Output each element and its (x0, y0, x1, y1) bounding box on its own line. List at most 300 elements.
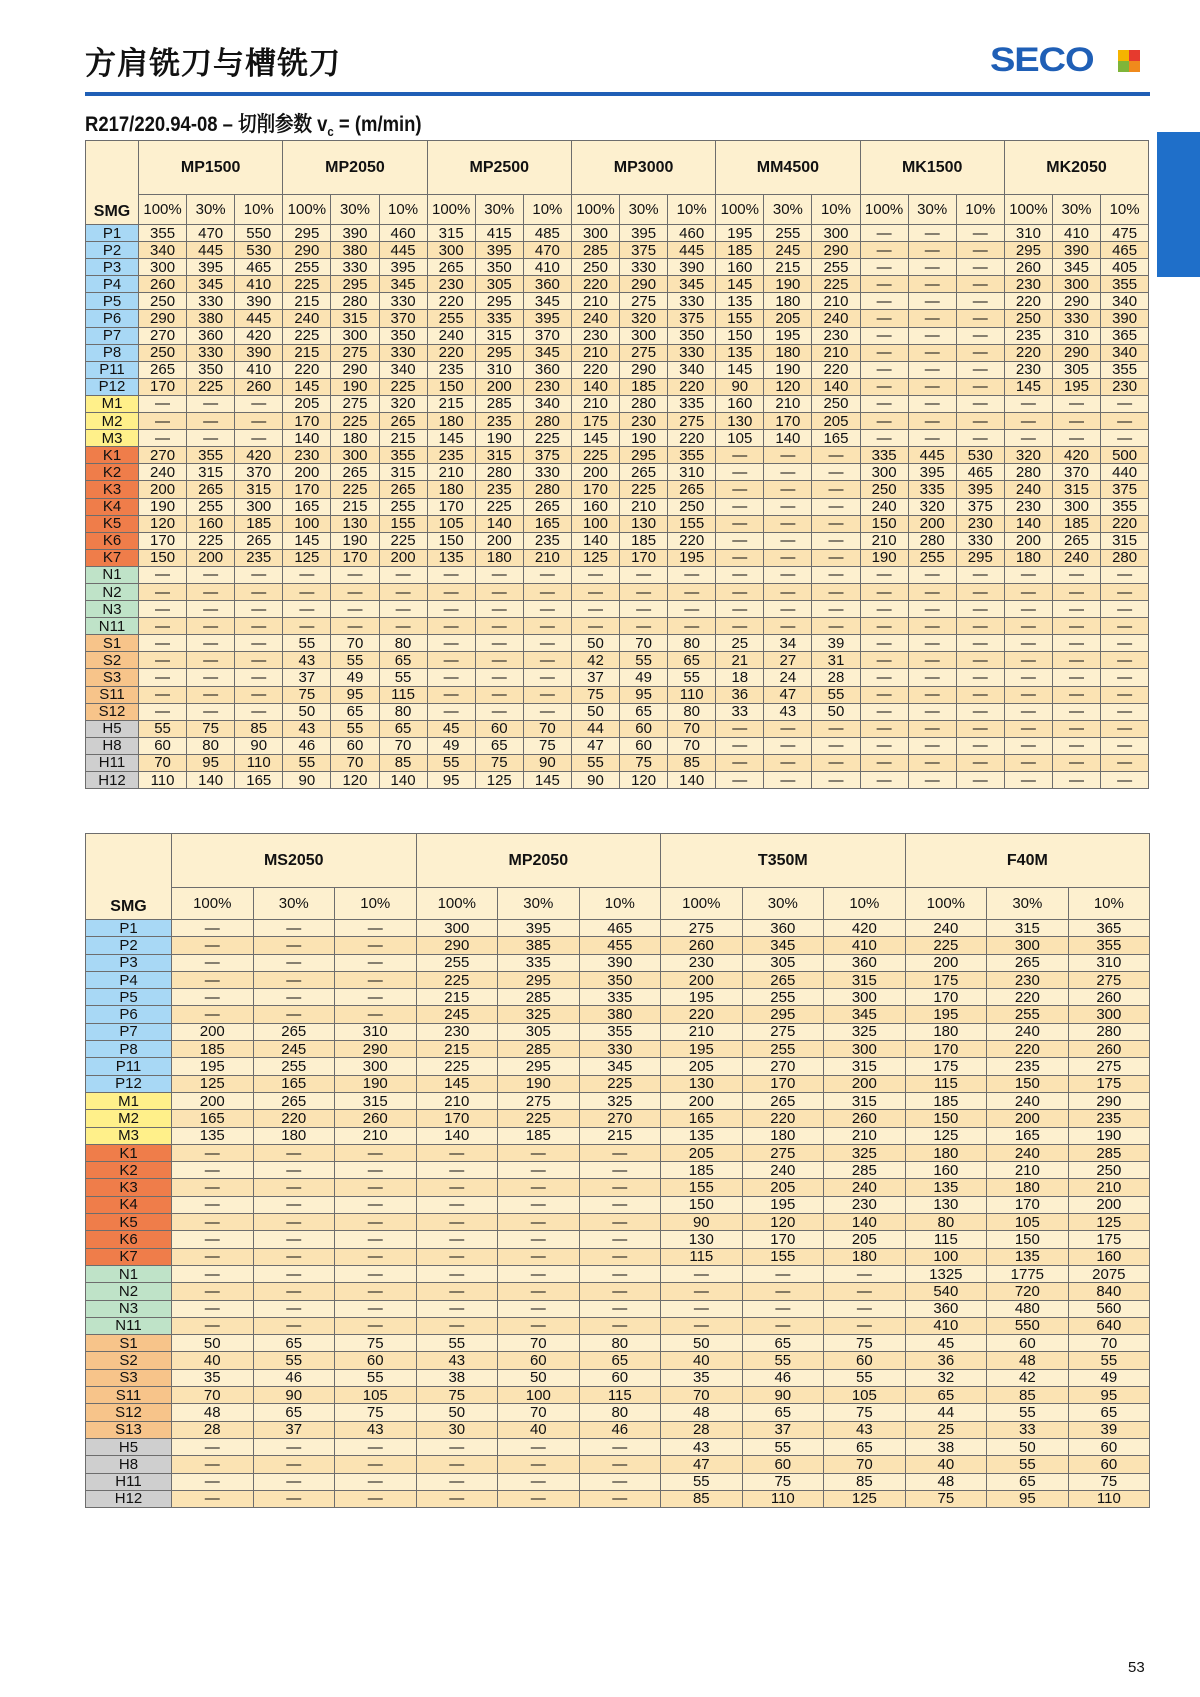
speed-cell: 280 (1068, 1023, 1150, 1040)
speed-cell: — (812, 583, 860, 600)
speed-cell: 55 (742, 1438, 824, 1455)
speed-cell: — (498, 1162, 580, 1179)
speed-cell: — (416, 1473, 498, 1490)
speed-cell: — (908, 344, 956, 361)
speed-cell: 150 (987, 1231, 1069, 1248)
speed-cell: 31 (812, 652, 860, 669)
speed-cell: — (860, 652, 908, 669)
speed-cell: — (1101, 601, 1149, 618)
percent-subheader: 10% (1068, 888, 1150, 920)
grade-header-mm4500: MM4500 (716, 141, 860, 195)
speed-cell: 215 (427, 395, 475, 412)
speed-cell: 125 (905, 1127, 987, 1144)
speed-cell: 55 (427, 754, 475, 771)
speed-cell: 130 (716, 413, 764, 430)
speed-cell: 225 (498, 1110, 580, 1127)
speed-cell: 280 (523, 481, 571, 498)
speed-cell: 215 (579, 1127, 661, 1144)
section-side-tab (1157, 132, 1200, 277)
speed-cell: — (742, 1317, 824, 1334)
speed-cell: 250 (571, 259, 619, 276)
speed-cell: 130 (620, 515, 668, 532)
speed-cell: — (860, 344, 908, 361)
speed-cell: — (335, 971, 417, 988)
speed-cell: — (335, 1473, 417, 1490)
table-row (86, 532, 1149, 549)
speed-cell: 150 (661, 1196, 743, 1213)
speed-cell: 230 (956, 515, 1004, 532)
speed-cell: 240 (139, 464, 187, 481)
speed-cell: 265 (253, 1023, 335, 1040)
percent-subheader: 100% (661, 888, 743, 920)
speed-cell: — (427, 618, 475, 635)
speed-cell: 295 (620, 447, 668, 464)
speed-cell: 310 (1004, 225, 1052, 242)
speed-cell: — (668, 583, 716, 600)
speed-cell: 65 (331, 703, 379, 720)
speed-cell: 185 (905, 1092, 987, 1109)
speed-cell: — (335, 1490, 417, 1507)
speed-cell: 345 (1052, 259, 1100, 276)
speed-cell: 145 (1004, 378, 1052, 395)
table-row (86, 327, 1149, 344)
speed-cell: 260 (335, 1110, 417, 1127)
subtitle-sub: c (327, 124, 334, 140)
table-row (86, 954, 1150, 971)
speed-cell: — (716, 515, 764, 532)
speed-cell: — (172, 1214, 254, 1231)
speed-cell: 115 (905, 1231, 987, 1248)
grade-header-mk1500: MK1500 (860, 141, 1004, 195)
speed-cell: 210 (571, 293, 619, 310)
speed-cell: 70 (620, 635, 668, 652)
speed-cell: — (1004, 413, 1052, 430)
speed-cell: 220 (427, 344, 475, 361)
speed-cell: 180 (427, 481, 475, 498)
speed-cell: 360 (742, 920, 824, 937)
speed-cell: 225 (187, 378, 235, 395)
speed-cell: 70 (172, 1387, 254, 1404)
speed-cell: — (1052, 737, 1100, 754)
speed-cell: — (335, 1162, 417, 1179)
speed-cell: 190 (335, 1075, 417, 1092)
speed-cell: 170 (331, 549, 379, 566)
speed-cell: 185 (716, 242, 764, 259)
speed-cell: 75 (475, 754, 523, 771)
speed-cell: 330 (668, 293, 716, 310)
speed-cell: 355 (1068, 937, 1150, 954)
speed-cell: 255 (987, 1006, 1069, 1023)
speed-cell: — (416, 1300, 498, 1317)
speed-cell: — (253, 1438, 335, 1455)
table-row (86, 464, 1149, 481)
speed-cell: 75 (335, 1335, 417, 1352)
speed-cell: — (139, 583, 187, 600)
table-row (86, 1456, 1150, 1473)
smg-cell: K5 (86, 515, 139, 532)
speed-cell: 225 (379, 532, 427, 549)
speed-cell: — (620, 583, 668, 600)
speed-cell: 105 (427, 515, 475, 532)
speed-cell: — (172, 1490, 254, 1507)
speed-cell: 120 (764, 378, 812, 395)
speed-cell: — (860, 310, 908, 327)
speed-cell: 420 (235, 327, 283, 344)
table-row (86, 1490, 1150, 1507)
table-row (86, 1265, 1150, 1282)
speed-cell: — (235, 669, 283, 686)
speed-cell: — (498, 1456, 580, 1473)
speed-cell: 355 (1101, 498, 1149, 515)
speed-cell: — (253, 1196, 335, 1213)
speed-cell: 290 (620, 276, 668, 293)
speed-cell: 290 (416, 937, 498, 954)
speed-cell: 105 (824, 1387, 906, 1404)
speed-cell: 28 (661, 1421, 743, 1438)
speed-cell: 175 (571, 413, 619, 430)
speed-cell: 300 (331, 327, 379, 344)
speed-cell: 215 (283, 293, 331, 310)
smg-cell: S11 (86, 1387, 172, 1404)
table-row (86, 1041, 1150, 1058)
speed-cell: 95 (331, 686, 379, 703)
speed-cell: 295 (475, 344, 523, 361)
speed-cell: — (1004, 652, 1052, 669)
speed-cell: 420 (824, 920, 906, 937)
smg-cell: P3 (86, 259, 139, 276)
smg-cell: S11 (86, 686, 139, 703)
speed-cell: 390 (235, 344, 283, 361)
speed-cell: 350 (475, 259, 523, 276)
smg-cell: K5 (86, 1214, 172, 1231)
speed-cell: — (668, 566, 716, 583)
speed-cell: 37 (571, 669, 619, 686)
speed-cell: — (716, 549, 764, 566)
speed-cell: 240 (987, 1144, 1069, 1161)
speed-cell: 210 (987, 1162, 1069, 1179)
speed-cell: 355 (579, 1023, 661, 1040)
speed-cell: 275 (620, 344, 668, 361)
speed-cell: — (331, 601, 379, 618)
speed-cell: 165 (283, 498, 331, 515)
speed-cell: — (498, 1214, 580, 1231)
speed-cell: 260 (824, 1110, 906, 1127)
speed-cell: 135 (427, 549, 475, 566)
smg-cell: H11 (86, 754, 139, 771)
table-row (86, 1092, 1150, 1109)
speed-cell: — (416, 1144, 498, 1161)
speed-cell: — (253, 1214, 335, 1231)
speed-cell: 315 (475, 327, 523, 344)
speed-cell: 265 (987, 954, 1069, 971)
speed-cell: 365 (1068, 920, 1150, 937)
speed-cell: 55 (812, 686, 860, 703)
speed-cell: 190 (620, 430, 668, 447)
speed-cell: — (908, 686, 956, 703)
speed-cell: — (1101, 703, 1149, 720)
smg-cell: P2 (86, 242, 139, 259)
speed-cell: — (908, 618, 956, 635)
speed-cell: 465 (956, 464, 1004, 481)
smg-cell: P8 (86, 344, 139, 361)
speed-cell: 300 (824, 989, 906, 1006)
speed-cell: 70 (379, 737, 427, 754)
table-row (86, 1179, 1150, 1196)
speed-cell: 245 (764, 242, 812, 259)
table-row (86, 549, 1149, 566)
speed-cell: — (475, 601, 523, 618)
speed-cell: 300 (620, 327, 668, 344)
percent-subheader: 30% (475, 195, 523, 225)
speed-cell: 21 (716, 652, 764, 669)
speed-cell: 240 (1052, 549, 1100, 566)
speed-cell: — (335, 1179, 417, 1196)
speed-cell: 210 (661, 1023, 743, 1040)
speed-cell: 85 (824, 1473, 906, 1490)
speed-cell: — (235, 395, 283, 412)
speed-cell: — (860, 737, 908, 754)
speed-cell: — (416, 1265, 498, 1282)
speed-cell: 70 (1068, 1335, 1150, 1352)
speed-cell: 330 (956, 532, 1004, 549)
speed-cell: 65 (824, 1438, 906, 1455)
speed-cell: 100 (571, 515, 619, 532)
table-row (86, 703, 1149, 720)
speed-cell: 170 (764, 413, 812, 430)
speed-cell: 50 (498, 1369, 580, 1386)
speed-cell: 70 (668, 737, 716, 754)
speed-cell: — (1004, 635, 1052, 652)
speed-cell: 410 (235, 361, 283, 378)
speed-cell: 220 (742, 1110, 824, 1127)
speed-cell: — (956, 601, 1004, 618)
speed-cell: — (1004, 754, 1052, 771)
speed-cell: 265 (523, 498, 571, 515)
speed-cell: 85 (235, 720, 283, 737)
speed-cell: 240 (1004, 481, 1052, 498)
speed-cell: 47 (764, 686, 812, 703)
speed-cell: 205 (661, 1144, 743, 1161)
percent-subheader: 30% (331, 195, 379, 225)
speed-cell: 395 (908, 464, 956, 481)
speed-cell: 265 (139, 361, 187, 378)
speed-cell: 195 (661, 989, 743, 1006)
speed-cell: 255 (908, 549, 956, 566)
logo-color-mark-icon (1118, 50, 1140, 72)
speed-cell: — (956, 720, 1004, 737)
speed-cell: — (860, 276, 908, 293)
speed-cell: — (253, 1473, 335, 1490)
speed-cell: 27 (764, 652, 812, 669)
speed-cell: 265 (379, 481, 427, 498)
speed-cell: 260 (1068, 1041, 1150, 1058)
speed-cell: 235 (475, 413, 523, 430)
speed-cell: — (860, 413, 908, 430)
speed-cell: 110 (235, 754, 283, 771)
speed-cell: 325 (824, 1023, 906, 1040)
speed-cell: — (416, 1490, 498, 1507)
percent-subheader: 10% (1101, 195, 1149, 225)
grade-header-mp2050: MP2050 (416, 834, 661, 888)
speed-cell: — (860, 242, 908, 259)
speed-cell: 395 (379, 259, 427, 276)
speed-cell: 240 (987, 1023, 1069, 1040)
speed-cell: 255 (416, 954, 498, 971)
speed-cell: 225 (283, 276, 331, 293)
speed-cell: 75 (742, 1473, 824, 1490)
speed-cell: — (908, 601, 956, 618)
speed-cell: 255 (742, 1041, 824, 1058)
smg-cell: H8 (86, 1456, 172, 1473)
speed-cell: — (956, 310, 1004, 327)
speed-cell: 190 (331, 532, 379, 549)
speed-cell: 250 (812, 395, 860, 412)
speed-cell: — (764, 447, 812, 464)
speed-cell: 65 (379, 720, 427, 737)
speed-cell: — (1052, 720, 1100, 737)
speed-cell: 125 (283, 549, 331, 566)
speed-cell: 445 (235, 310, 283, 327)
speed-cell: 230 (812, 327, 860, 344)
speed-cell: 215 (764, 259, 812, 276)
speed-cell: 465 (235, 259, 283, 276)
speed-cell: 135 (661, 1127, 743, 1144)
speed-cell: 250 (860, 481, 908, 498)
speed-cell: — (172, 954, 254, 971)
speed-cell: — (335, 1214, 417, 1231)
speed-cell: — (860, 293, 908, 310)
percent-subheader: 100% (716, 195, 764, 225)
speed-cell: — (498, 1438, 580, 1455)
speed-cell: — (253, 920, 335, 937)
speed-cell: 60 (620, 737, 668, 754)
speed-cell: 270 (742, 1058, 824, 1075)
speed-cell: — (716, 464, 764, 481)
speed-cell: — (187, 430, 235, 447)
speed-cell: 540 (905, 1283, 987, 1300)
speed-cell: 220 (661, 1006, 743, 1023)
speed-cell: 47 (571, 737, 619, 754)
speed-cell: 290 (1068, 1092, 1150, 1109)
speed-cell: 275 (742, 1023, 824, 1040)
table-row (86, 1317, 1150, 1334)
speed-cell: — (172, 920, 254, 937)
speed-cell: — (956, 686, 1004, 703)
speed-cell: 200 (905, 954, 987, 971)
speed-cell: 95 (427, 772, 475, 789)
speed-cell: 345 (523, 344, 571, 361)
speed-cell: — (172, 1231, 254, 1248)
speed-cell: 60 (1068, 1438, 1150, 1455)
speed-cell: — (764, 566, 812, 583)
speed-cell: — (139, 669, 187, 686)
speed-cell: — (172, 1438, 254, 1455)
speed-cell: 155 (661, 1179, 743, 1196)
speed-cell: — (716, 583, 764, 600)
speed-cell: 30 (416, 1421, 498, 1438)
speed-cell: 150 (427, 378, 475, 395)
speed-cell: 65 (253, 1335, 335, 1352)
table-row (86, 937, 1150, 954)
speed-cell: 330 (187, 344, 235, 361)
speed-cell: 335 (475, 310, 523, 327)
speed-cell: 355 (668, 447, 716, 464)
speed-cell: 345 (579, 1058, 661, 1075)
speed-cell: 190 (764, 361, 812, 378)
speed-cell: 50 (987, 1438, 1069, 1455)
speed-cell: — (498, 1144, 580, 1161)
smg-cell: N3 (86, 601, 139, 618)
smg-cell: P6 (86, 310, 139, 327)
speed-cell: 235 (427, 447, 475, 464)
speed-cell: 195 (905, 1006, 987, 1023)
speed-cell: 55 (331, 720, 379, 737)
smg-cell: K1 (86, 1144, 172, 1161)
speed-cell: — (812, 737, 860, 754)
speed-cell: — (253, 937, 335, 954)
smg-cell: N2 (86, 1283, 172, 1300)
speed-cell: 360 (905, 1300, 987, 1317)
speed-cell: — (579, 1456, 661, 1473)
speed-cell: — (579, 1265, 661, 1282)
speed-cell: 180 (987, 1179, 1069, 1196)
speed-cell: 190 (764, 276, 812, 293)
speed-cell: 355 (379, 447, 427, 464)
speed-cell: 150 (427, 532, 475, 549)
speed-cell: — (764, 532, 812, 549)
speed-cell: 60 (824, 1352, 906, 1369)
speed-cell: 315 (331, 310, 379, 327)
speed-cell: 485 (523, 225, 571, 242)
speed-cell: — (1004, 566, 1052, 583)
speed-cell: — (427, 703, 475, 720)
speed-cell: 445 (908, 447, 956, 464)
speed-cell: 335 (908, 481, 956, 498)
speed-cell: 265 (742, 971, 824, 988)
speed-cell: 170 (283, 481, 331, 498)
speed-cell: 300 (824, 1041, 906, 1058)
page-number: 53 (1128, 1659, 1145, 1676)
speed-cell: 210 (764, 395, 812, 412)
speed-cell: — (956, 293, 1004, 310)
speed-cell: — (908, 720, 956, 737)
speed-cell: 445 (187, 242, 235, 259)
speed-cell: 80 (187, 737, 235, 754)
speed-cell: 155 (742, 1248, 824, 1265)
speed-cell: 100 (498, 1387, 580, 1404)
smg-cell: H12 (86, 772, 139, 789)
speed-cell: — (331, 583, 379, 600)
subtitle-main: R217/220.94-08 – 切削参数 v (85, 113, 328, 136)
speed-cell: 395 (956, 481, 1004, 498)
speed-cell: 55 (742, 1352, 824, 1369)
speed-cell: — (1101, 566, 1149, 583)
table-row (86, 447, 1149, 464)
speed-cell: 260 (139, 276, 187, 293)
table-row (86, 1438, 1150, 1455)
speed-cell: — (956, 618, 1004, 635)
speed-cell: 115 (379, 686, 427, 703)
speed-cell: — (172, 1300, 254, 1317)
speed-cell: 315 (1052, 481, 1100, 498)
speed-cell: — (379, 566, 427, 583)
speed-cell: 255 (379, 498, 427, 515)
speed-cell: — (860, 225, 908, 242)
speed-cell: — (1052, 669, 1100, 686)
smg-cell: N11 (86, 618, 139, 635)
speed-cell: 155 (716, 310, 764, 327)
smg-cell: P12 (86, 1075, 172, 1092)
